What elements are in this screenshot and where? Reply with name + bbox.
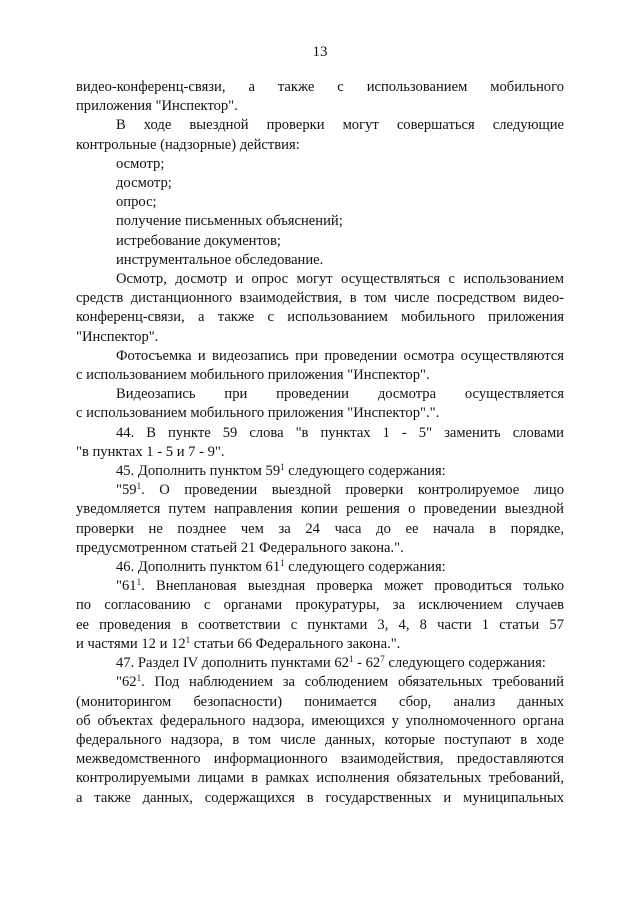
text-line: контролируемыми лицами в рамках исполнения обязательных требований, <box>76 770 564 787</box>
text-line: и частями 12 и $12^1$ статьи 66 Федерального закона.". <box>76 634 401 652</box>
document-body <box>76 78 564 808</box>
text-line: "$61^1$. Внеплановая выездная проверка может проводиться только <box>116 577 564 595</box>
text-line: Осмотр, досмотр и опрос могут осуществляться с использованием <box>116 271 564 288</box>
text-line: средств дистанционного взаимодействия, в том числе посредством видео- <box>76 290 564 307</box>
text-line: 46. Дополнить пунктом $61^1$ следующего содержания: <box>116 558 446 576</box>
text-line: "$59^1$. О проведении выездной проверки контролируемое лицо <box>116 481 564 499</box>
text-line: Видеозапись при проведении досмотра осуществляется <box>116 386 564 403</box>
text-line: 45. Дополнить пунктом $59^1$ следующего содержания: <box>116 462 446 480</box>
text-line: межведомственного информационного взаимодействия, предоставляются <box>76 751 564 768</box>
text-line: ее проведения в соответствии с пунктами 3, 4, 8 части 1 статьи 57 <box>76 616 564 633</box>
text-line: с использованием мобильного приложения "Инспектор". <box>76 367 430 384</box>
text-line: контрольные (надзорные) действия: <box>76 136 300 153</box>
text-line: об объектах федерального надзора, имеющихся у уполномоченного органа <box>76 712 564 729</box>
text-line: "в пунктах 1 - 5 и 7 - 9". <box>76 443 225 460</box>
text-line: Фотосъемка и видеозапись при проведении осмотра осуществляются <box>116 347 564 364</box>
text-line: конференц-связи, а также с использованием мобильного приложения <box>76 309 564 326</box>
text-line: приложения "Инспектор". <box>76 98 238 115</box>
text-line: уведомляется путем направления копии решения о проведении выездной <box>76 501 564 518</box>
text-line: проверки не позднее чем за 24 часа до ее начала в порядке, <box>76 520 564 537</box>
text-line: 47. Раздел IV дополнить пунктами $62^1 - 62^7$ следующего содержания: <box>116 654 546 672</box>
page-number: 13 <box>312 44 328 60</box>
text-line: досмотр; <box>116 175 172 192</box>
text-line: "$62^1$. Под наблюдением за соблюдением обязательных требований <box>116 673 564 691</box>
text-line: видео-конференц-связи, а также с использованием мобильного <box>76 79 564 95</box>
text-line: истребование документов; <box>116 232 281 249</box>
text-line: осмотр; <box>116 155 165 172</box>
text-line: инструментальное обследование. <box>116 251 324 268</box>
text-line: 44. В пункте 59 слова "в пунктах 1 - 5" заменить словами <box>116 424 564 441</box>
text-line: опрос; <box>116 194 157 211</box>
text-line: по согласованию с органами прокуратуры, за исключением случаев <box>76 597 564 614</box>
text-line: предусмотренном статьей 21 Федерального закона.". <box>76 539 404 556</box>
text-line: федерального надзора, в том числе данных, которые поступают в ходе <box>76 731 564 748</box>
text-line: "Инспектор". <box>76 328 159 345</box>
text-line: с использованием мобильного приложения "Инспектор".". <box>76 405 440 422</box>
text-line: а также данных, содержащихся в государственных и муниципальных <box>76 789 564 806</box>
text-line: В ходе выездной проверки могут совершаться следующие <box>116 117 564 134</box>
text-line: (мониторингом безопасности) понимается сбор, анализ данных <box>76 693 564 710</box>
text-line: получение письменных объяснений; <box>116 213 343 230</box>
